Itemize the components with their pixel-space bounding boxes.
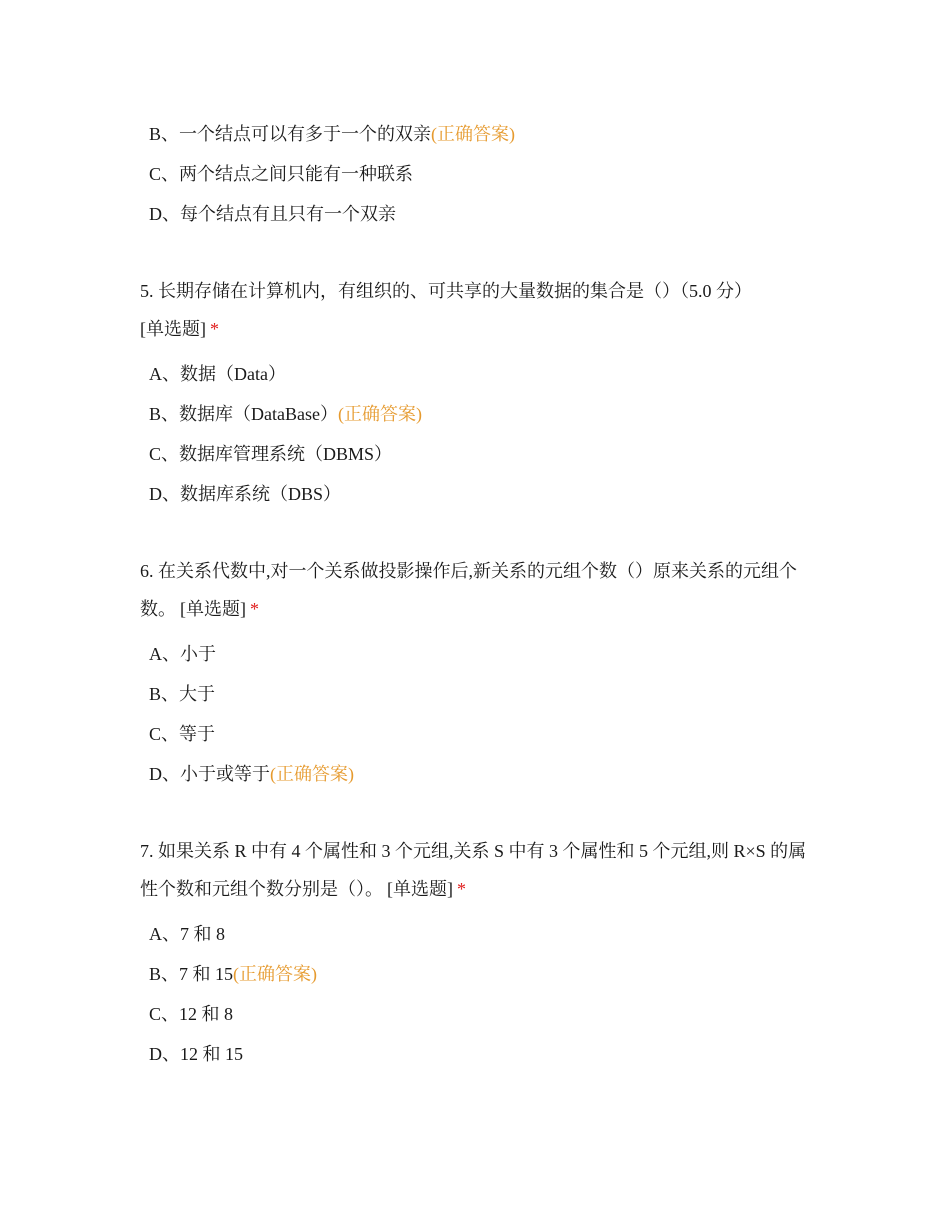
option-a[interactable] (140, 354, 810, 394)
option-text: B、7 和 15 (149, 964, 234, 984)
required-mark: * (457, 879, 466, 899)
option-d[interactable] (140, 754, 810, 794)
option-c[interactable] (140, 154, 810, 194)
option-text: C、等于 (149, 724, 216, 744)
question-stem (140, 272, 810, 348)
option-text: C、12 和 8 (149, 1004, 234, 1024)
question-type: [单选题] (387, 879, 453, 899)
question-6 (140, 552, 810, 794)
correct-answer-tag: (正确答案) (270, 764, 354, 784)
question-stem (140, 552, 810, 628)
question-7 (140, 832, 810, 1074)
option-text: C、数据库管理系统（DBMS） (149, 444, 393, 464)
question-text: 5. 长期存储在计算机内，有组织的、可共享的大量数据的集合是（）（5.0 分） (140, 281, 752, 301)
required-mark: * (250, 599, 259, 619)
question-text: 7. 如果关系 R 中有 4 个属性和 3 个元组,关系 S 中有 3 个属性和 5 个元组,则 R×S 的属性个数和元组个数分别是（）。 (140, 841, 807, 899)
option-text: C、两个结点之间只能有一种联系 (149, 164, 414, 184)
question-stem (140, 832, 810, 908)
option-d[interactable] (140, 194, 810, 234)
question-5 (140, 272, 810, 514)
correct-answer-tag: (正确答案) (337, 404, 422, 424)
option-text: A、数据（Data） (149, 364, 286, 384)
question-type: [单选题] (180, 599, 246, 619)
option-b[interactable] (140, 394, 810, 434)
option-text: A、7 和 8 (149, 924, 225, 944)
question-4-options (140, 114, 810, 234)
option-a[interactable] (140, 634, 810, 674)
option-text: B、大于 (149, 684, 216, 704)
quiz-page (140, 114, 810, 1074)
option-text: D、数据库系统（DBS） (149, 484, 342, 504)
correct-answer-tag: (正确答案) (431, 124, 516, 144)
question-text: 6. 在关系代数中,对一个关系做投影操作后,新关系的元组个数（）原来关系的元组个数。 (140, 561, 797, 619)
required-mark: * (210, 319, 219, 339)
option-a[interactable] (140, 914, 810, 954)
option-c[interactable] (140, 434, 810, 474)
option-b[interactable] (140, 954, 810, 994)
option-text: D、小于或等于 (149, 764, 270, 784)
option-c[interactable] (140, 994, 810, 1034)
option-text: D、每个结点有且只有一个双亲 (149, 204, 396, 224)
option-text: D、12 和 15 (149, 1044, 243, 1064)
option-text: A、小于 (149, 644, 216, 664)
option-text: B、一个结点可以有多于一个的双亲 (149, 124, 432, 144)
correct-answer-tag: (正确答案) (233, 964, 318, 984)
question-type: [单选题] (140, 319, 206, 339)
option-b[interactable] (140, 114, 810, 154)
option-b[interactable] (140, 674, 810, 714)
option-d[interactable] (140, 474, 810, 514)
option-d[interactable] (140, 1034, 810, 1074)
option-c[interactable] (140, 714, 810, 754)
option-text: B、数据库（DataBase） (149, 404, 338, 424)
